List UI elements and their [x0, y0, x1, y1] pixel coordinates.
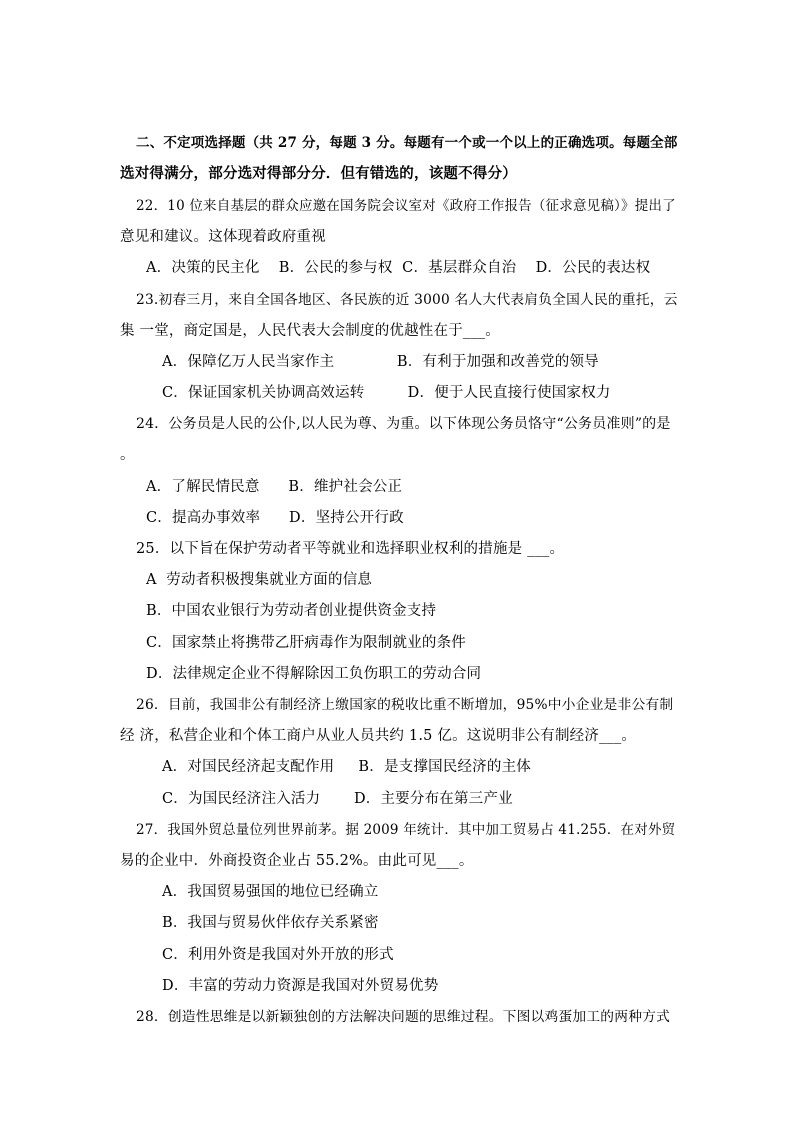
- q26-stem-line1: 26．目前，我国非公有制经济上缴国家的税收比重不断增加，95%中小企业是非公有制: [136, 697, 674, 713]
- q23-stem-line1: 23.初春三月，来自全国各地区、各民族的近 3000 名人大代表肩负全国人民的重托，云: [136, 292, 678, 308]
- q22-options: A．决策的民主化 B．公民的参与权 C．基层群众自治 D．公民的表达权: [146, 260, 651, 276]
- q27-option-a: A．我国贸易强国的地位已经确立: [162, 884, 379, 900]
- q25-option-a: A 劳动者积极搜集就业方面的信息: [146, 572, 373, 588]
- q25-option-d: D．法律规定企业不得解除因工负伤职工的劳动合同: [146, 666, 482, 682]
- q28-stem-line1: 28．创造性思维是以新颖独创的方法解决问题的思维过程。下图以鸡蛋加工的两种方式: [136, 1009, 671, 1025]
- q27-stem-line2: 易的企业中．外商投资企业占 55.2%。由此可见___。: [120, 853, 474, 869]
- q23-options-line1: A．保障亿万人民当家作主 B．有利于加强和改善党的领导: [162, 354, 599, 370]
- q23-options-line2: C．保证国家机关协调高效运转 D．便于人民直接行使国家权力: [162, 385, 611, 401]
- q25-stem: 25．以下旨在保护劳动者平等就业和选择职业权利的措施是 ___。: [136, 541, 565, 557]
- q26-options-line2: C．为国民经济注入活力 D．主要分布在第三产业: [162, 791, 513, 807]
- q27-option-c: C．利用外资是我国对外开放的形式: [162, 947, 394, 963]
- q25-option-b: B．中国农业银行为劳动者创业提供资金支持: [146, 603, 437, 619]
- q27-stem-line1: 27．我国外贸总量位列世界前茅。据 2009 年统计．其中加工贸易占 41.255．在对外贸: [136, 822, 676, 838]
- q26-stem-line2: 经 济，私营企业和个体工商户从业人员共约 1.5 亿。这说明非公有制经济___。: [120, 728, 637, 744]
- q25-option-c: C．国家禁止将携带乙肝病毒作为限制就业的条件: [146, 635, 466, 651]
- q24-options-line2: C．提高办事效率 D．坚持公开行政: [146, 510, 404, 526]
- section-title-line2: 选对得满分，部分选对得部分分．但有错选的，该题不得分）: [120, 165, 517, 182]
- q22-stem-line2: 意见和建议。这体现着政府重视: [120, 229, 326, 245]
- q27-option-b: B．我国与贸易伙伴依存关系紧密: [162, 915, 379, 931]
- section-title-line1: 二、不定项选择题（共 27 分，每题 3 分。每题有一个或一个以上的正确选项。每题全部: [136, 135, 678, 151]
- q24-stem-line2: 。: [120, 447, 135, 463]
- q26-options-line1: A．对国民经济起支配作用 B．是支撑国民经济的主体: [162, 759, 531, 775]
- q24-stem-line1: 24．公务员是人民的公仆,以人民为尊、为重。以下体现公务员恪守“公务员准则”的是: [136, 416, 671, 432]
- q27-option-d: D．丰富的劳动力资源是我国对外贸易优势: [162, 978, 439, 994]
- q23-stem-line2: 集 一堂，商定国是，人民代表大会制度的优越性在于___。: [120, 323, 500, 339]
- q22-stem-line1: 22．10 位来自基层的群众应邀在国务院会议室对《政府工作报告（征求意见稿）》提出了: [136, 198, 676, 214]
- q24-options-line1: A．了解民情民意 B．维护社会公正: [146, 479, 403, 495]
